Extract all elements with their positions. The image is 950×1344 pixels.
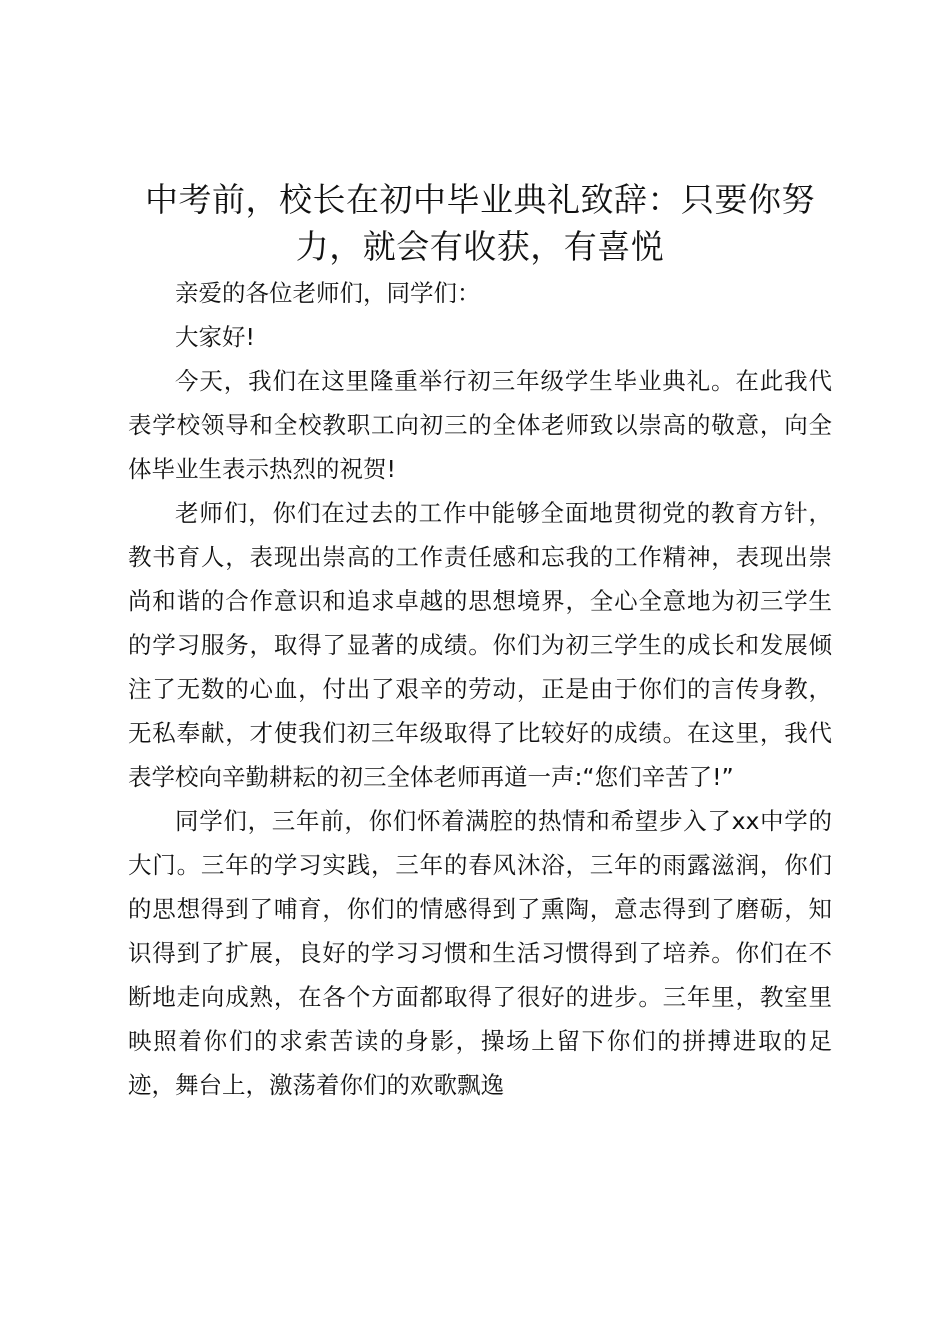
document-title: 中考前，校长在初中毕业典礼致辞：只要你努力，就会有收获，有喜悦 <box>145 180 815 266</box>
body-paragraph: 老师们，你们在过去的工作中能够全面地贯彻党的教育方针，教书育人，表现出崇高的工作责任感和忘我的工作精神，表现出崇尚和谐的合作意识和追求卓越的思想境界，全心全意地为初三学生的学习服务，取得了显著的成绩。你们为初三学生的成长和发展倾注了无数的心血，付出了艰辛的劳动，正是由于你们的言传身教，无私奉献，才使我们初三年级取得了比较好的成绩。在这里，我代表学校向辛勤耕耘的初三全体老师再道一声:“您们辛苦了!” <box>128 499 832 791</box>
greeting: 大家好! <box>175 323 255 351</box>
body-paragraph: 今天，我们在这里隆重举行初三年级学生毕业典礼。在此我代表学校领导和全校教职工向初三的全体老师致以崇高的敬意，向全体毕业生表示热烈的祝贺! <box>128 367 832 483</box>
body-paragraph: 同学们，三年前，你们怀着满腔的热情和希望步入了xx中学的大门。三年的学习实践，三年的春风沐浴，三年的雨露滋润，你们的思想得到了哺育，你们的情感得到了熏陶，意志得到了磨砺，知识得到了扩展，良好的学习习惯和生活习惯得到了培养。你们在不断地走向成熟，在各个方面都取得了很好的进步。三年里，教室里映照着你们的求索苦读的身影，操场上留下你们的拼搏进取的足迹，舞台上，激荡着你们的欢歌飘逸 <box>128 807 832 1099</box>
salutation: 亲爱的各位老师们，同学们： <box>175 279 481 307</box>
document-page <box>128 176 832 1107</box>
